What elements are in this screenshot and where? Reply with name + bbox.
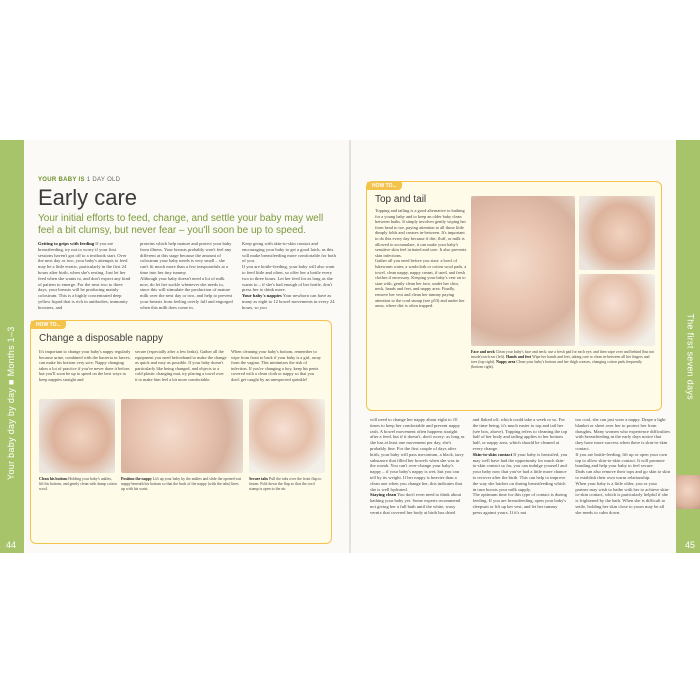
right-tab-text: The first seven days: [686, 313, 696, 400]
column-text: too cool, she can just wear a nappy. Drape a light blanket or sheet over her to protect her from draughts. Many women who experience difficulties with breastfeeding in the early days notice that they have more success when there is skin-to-skin contact. If you are bottle-feeding, lift up or open your own top to allow skin-to-skin contact. It will promote bonding and help your baby to feel secure. Dads can also remove their tops and go skin to skin to establish their own warm relationship. When your baby is a little older, you or your partner may wish to bathe with her to achieve skin-to-skin contact, which is particularly helpful if she is frightened by the bath. When she is difficult to settle, holding her skin close to yours may be all she needs to calm down.: [575, 417, 671, 515]
caption-position-nappy: [121, 477, 243, 492]
caption-lead-in: Position the nappy: [121, 477, 152, 481]
column-text: You don't even need to think about bathing your baby yet. Some experts recommend not giving her a full bath until the white, waxy vernix that covered her body at birth has dried: [370, 492, 462, 515]
face-neck-photo: [471, 196, 575, 346]
nappy-column-1: It's important to change your baby's nappy regularly because urine, combined with the bacteria in faeces, can make his bottom very sore. Nappy changing takes a lot of practice if you've never done it before, but you'll soon be up to speed on the best ways to keep nappies straight and: [39, 349, 131, 382]
column-text: will need to change her nappy about eight to 10 times to keep her comfortable and prevent nappy rash. A bowel movement often happens straight after a feed, but if it doesn't, don't worry: as long as she has at least one movement per day, she's probably fine. For the first couple of days after birth, your baby will pass meconium, a black, tarry substance that filled her bowels when she was in the womb. You can't over-change your baby's nappy – if your baby's nappy is wet, but you can tell by its weight. If her nappy is heavier than a clean one when you change her, this indicates that she is well hydrated.: [370, 417, 465, 492]
lead-paragraph: Your initial efforts to feed, change, and settle your baby may well feel a bit clumsy, but never fear – you'll soon be up to speed.: [38, 213, 324, 236]
caption-text: Holding your baby's ankles, lift his bottom, and gently clean with damp cotton wool.: [39, 477, 117, 491]
intro-column-1: [38, 241, 132, 311]
lead-in: Your baby's nappies: [242, 293, 282, 299]
right-column-3: [575, 417, 670, 516]
book-spine: [349, 140, 351, 553]
caption-text: Wipe her hands and feet, taking care to clean in-between all her fingers and toes (top right).: [471, 355, 650, 364]
howto-nappy-title: Change a disposable nappy: [39, 333, 163, 344]
nappy-area-photo: [579, 274, 655, 346]
caption-lead-in: Face and neck: [471, 350, 495, 354]
howto-topandtail-box: [366, 181, 662, 411]
clean-bottom-photo: [39, 399, 115, 473]
right-column-1: [370, 417, 465, 516]
caption-lead-in: Clean his bottom: [39, 477, 68, 481]
column-text: Your newborn can have as many as eight to 12 bowel movements in every 24 hours, so you: [242, 293, 335, 310]
howto-topandtail-title: Top and tail: [375, 194, 427, 205]
kicker-label: YOUR BABY IS: [38, 177, 85, 183]
right-column-2: [473, 417, 568, 516]
right-page-number: 45: [684, 540, 695, 550]
column-text: If your baby is breastfed, you may well have had the opportunity for much skin-to-skin contact so far, you can indulge yourself and your baby now that you've had a little more chance to recover after the birth. This can help to improve the way she latches on during breastfeeding which in turn boosts your milk supply. The optimum time for this type of contact is during feeding. If you are breastfeeding, open your baby's sleepsuit or lift up her vest, and let her tummy press against yours. If it's not: [472, 451, 568, 515]
page-title: Early care: [38, 185, 138, 210]
caption-text: Lift up your baby by the ankles and slide the opened-out nappy beneath his bottom so that the back of the nappy (with the tabs) lines up with his waist.: [121, 477, 241, 491]
hands-feet-photo: [579, 196, 655, 270]
caption-lead-in: Hands and feet: [506, 355, 532, 359]
position-nappy-photo: [121, 399, 243, 473]
caption-clean-bottom: [39, 477, 117, 492]
howto-nappy-box: [30, 320, 332, 544]
caption-text: Clean your baby's face and neck; use a fresh pad for each eye, and then wipe over and behind (but not inside) each ear (left).: [471, 350, 655, 359]
right-columns: [370, 417, 670, 516]
column-text: and flaked off, which could take a week or so. For the time being, it's much easier to top and tail her (see box, above). Topping refers to cleaning the top half of her body and tailing applies to her bottom half, or nappy area, which should be cleaned at every change.: [472, 417, 568, 451]
intro-column-2: [140, 241, 234, 311]
column-text: proteins which help mature and protect your baby from illness. Your breasts probably won't feel any different at this stage because the amount of colostrum your baby needs is very small – she can't fit much more than a few teaspoonfuls at a time into her tiny tummy. Although your baby doesn't need a lot of milk now, do let her suckle whenever she needs to, since this will stimulate the production of mature milk over the next day or two, and help to prevent your breasts from feeling overly full and engorged when this milk does come in.: [140, 241, 233, 310]
tab-baby-photo: [676, 475, 700, 509]
nappy-column-3: When cleaning your baby's bottom, remember to wipe from front to back if your baby is a girl, away from the vagina. This minimizes the risk of infection. If you're changing a boy, keep his penis covered with a clean cloth or nappy so that you don't get caught by an unexpected sprinkle!: [231, 349, 321, 382]
intro-columns: [38, 241, 336, 311]
age-kicker: [38, 177, 120, 183]
howto-tag: HOW TO...: [367, 182, 402, 190]
caption-text: Pull the tabs over the front flap to fasten. Fold down the flap so that the cord stump is open to the air.: [249, 477, 322, 491]
left-page-number: 44: [6, 540, 17, 550]
kicker-age: 1 DAY OLD: [86, 177, 121, 183]
lead-in: Skin-to-skin contact: [472, 451, 513, 457]
topandtail-caption: [471, 350, 655, 370]
lead-in: Staying clean: [370, 492, 397, 498]
intro-column-3: [242, 241, 336, 311]
topandtail-text: Topping and tailing is a good alternative to bathing for a young baby and to keep an older baby clean between baths. It simply involves gently wiping her from head to toe, paying attention to all those little dimply folds and creases in-between. It's important to do this every day because if dirt, fluff, or milk is allowed to accumulate, it can make your baby's sensitive skin feel irritated and sore. It also prevents skin infections. Gather all you need before you start: a bowl of lukewarm water, a washcloth or cotton wool pads, a towel, clean nappy, nappy cream, if used, and fresh clothes if necessary. Keeping your baby's vest on to start with, gently clean her face, under her chin, neck, hands and feet, and nappy area. Finally, remove her vest and clean her tummy paying attention to the cord stump (see p53) and under her arms, where dirt is often trapped.: [375, 208, 467, 309]
nappy-column-2: secure (especially after a few leaks). Gather all the equipment you need beforehand to make the change as quick and easy as possible. If your baby doesn't particularly like being changed, and objects to a cold plastic changing mat, try placing a towel over it to make him feel a bit more comfortable.: [135, 349, 227, 382]
column-text: Keep going with skin-to-skin contact and encouraging your baby to get a good latch, as this will make breastfeeding more comfortable for both of you. If you are bottle-feeding, your baby will also want to feed little and often, so offer her a bottle every two to three hours. Let her feed for as long as she wants to – if she's had enough of her bottle, don't press her to drink more.: [242, 241, 336, 293]
caption-lead-in: Nappy area: [496, 360, 516, 364]
secure-tabs-photo: [249, 399, 325, 473]
column-text: If you are breastfeeding, try not to worry if your first sessions haven't got off to a textbook start. Over the next day or two, your baby's attempts to feed may be a little erratic, particularly in the first 24 hours after birth, when she's resting. Just let her feed when she wants to, and don't expect any kind of pattern to emerge. For the next two to three days, your breasts will be producing mainly colostrum. This is a highly concentrated deep yellow liquid that is rich in antibodies, immunity boosters, and: [38, 241, 131, 310]
lead-in: Getting to grips with feeding: [38, 241, 95, 246]
caption-lead-in: Secure tabs: [249, 477, 269, 481]
caption-text: Clean your baby's bottom and her thigh creases, changing cotton pads frequently (bottom right).: [471, 360, 642, 369]
caption-secure-tabs: [249, 477, 325, 492]
howto-tag: HOW TO...: [31, 321, 66, 329]
left-tab-text: Your baby day by day ■ Months 1–3: [6, 326, 16, 480]
